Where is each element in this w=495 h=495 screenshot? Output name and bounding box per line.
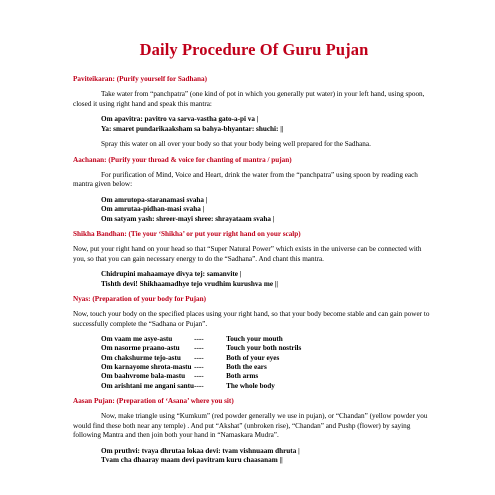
nyas-mantra: Om karnayome shrota-mastu — [101, 363, 192, 372]
mantra-line: Om amrutopa-staranamasi svaha | — [101, 195, 208, 204]
section-heading: Aasan Pujan: (Preparation of ‘Asana’ where you sit) — [73, 397, 234, 406]
instruction-paragraph: Now, put your right hand on your head so that “Super Natural Power” which exists in the universe can be connected with you, so that you can gain necessary energy to do the “Sadhana”. And chant this mantra. — [73, 245, 422, 263]
table-row — [101, 335, 301, 344]
section-heading: Paviteikaran: (Purify yourself for Sadhana) — [73, 75, 208, 83]
mantra-block — [73, 196, 435, 225]
mantra-block — [73, 270, 435, 289]
section-aachanan — [73, 156, 435, 225]
nyas-meaning: Both arms — [226, 372, 259, 381]
mantra-line: Chidrupini mahaamaye divya tej: samanvite | — [101, 270, 242, 278]
table-row — [101, 363, 301, 372]
instruction-paragraph: Now, make triangle using “Kumkum” (red powder generally we use in pujan), or “Chandan” (yellow powder you would find these both near any temple) . And put “Akshat” (unbroken rise), “Chandan” and Pushp (flower) by saying following Mantra and then join both your hand in “Namaskara Mudra”. — [73, 412, 428, 440]
nyas-mantra: Om baahvrome bala-mastu — [101, 372, 186, 381]
instruction-paragraph: Spray this water on all over your body so that your body being well prepared for the Sadhana. — [101, 140, 371, 148]
section-nyas — [73, 295, 435, 391]
table-row — [101, 382, 301, 391]
mantra-line: Tishth devi! Shikhaamadhye tejo vrudhim kurushva me || — [101, 279, 278, 288]
table-row — [101, 372, 301, 381]
mantra-block — [73, 115, 435, 134]
section-heading: Aachanan: (Purify your throad & voice for chanting of mantra / pujan) — [73, 155, 292, 164]
mantra-line: Tvam cha dhaaray maam devi pavitram kuru chaasanam || — [101, 456, 283, 465]
nyas-mantra: Om chakshurme tejo-astu — [101, 353, 181, 362]
nyas-meaning: Touch your mouth — [226, 335, 283, 343]
mantra-line: Om satyam yash: shreer-mayi shree: shrayataam svaha | — [101, 214, 275, 223]
instruction-paragraph: For purification of Mind, Voice and Heart, drink the water from the “panchpatra” using spoon by reading each mantra given below: — [73, 170, 418, 188]
nyas-mantra: Om arishtani me angani santu — [101, 381, 195, 390]
nyas-meaning: Both the ears — [226, 363, 267, 372]
mantra-line: Om apavitra: pavitro va sarva-vastha gato-a-pi va | — [101, 115, 259, 123]
mantra-line: Om pruthvi: tvaya dhrutaa lokaa devi: tvam vishnuaam dhruta | — [101, 446, 300, 455]
section-heading: Nyas: (Preparation of your body for Pujan) — [73, 295, 206, 303]
section-shikha-bandhan — [73, 230, 435, 289]
mantra-line: Ya: smaret pundarikaaksham sa bahya-bhyantar: shuchi: || — [101, 124, 284, 133]
nyas-table — [101, 335, 301, 391]
nyas-separator: ---- — [194, 381, 204, 390]
instruction-paragraph: Now, touch your body on the specified places using your right hand, so that your body become stable and can gain power to successfully complete the “Sadhana or Pujan”. — [73, 310, 430, 328]
nyas-meaning: Touch your both nostrils — [226, 344, 302, 353]
mantra-block — [73, 447, 435, 466]
section-heading: Shikha Bandhan: (Tie your ‘Shikha’ or put your right hand on your scalp) — [73, 230, 301, 238]
instruction-paragraph: Take water from “panchpatra” (one kind of pot in which you generally put water) in your left hand, using spoon, closed it using right hand and speak this mantra: — [73, 90, 425, 108]
nyas-mantra: Om vaam me asye-astu — [101, 335, 173, 343]
section-paviteikaran — [73, 75, 435, 150]
nyas-meaning: Both of your eyes — [226, 353, 280, 362]
mantra-line: Om amrutaa-pidhan-masi svaha | — [101, 205, 205, 213]
table-row — [101, 354, 301, 363]
nyas-meaning: The whole body — [226, 381, 275, 390]
nyas-separator: ---- — [194, 335, 204, 343]
table-row — [101, 344, 301, 353]
nyas-separator: ---- — [194, 344, 204, 353]
section-aasan-pujan — [73, 397, 435, 466]
nyas-separator: ---- — [194, 353, 204, 362]
document-title: Daily Procedure Of Guru Pujan — [139, 40, 369, 59]
nyas-separator: ---- — [194, 372, 204, 381]
nyas-mantra: Om nasorme praano-astu — [101, 344, 180, 353]
nyas-separator: ---- — [194, 363, 204, 372]
